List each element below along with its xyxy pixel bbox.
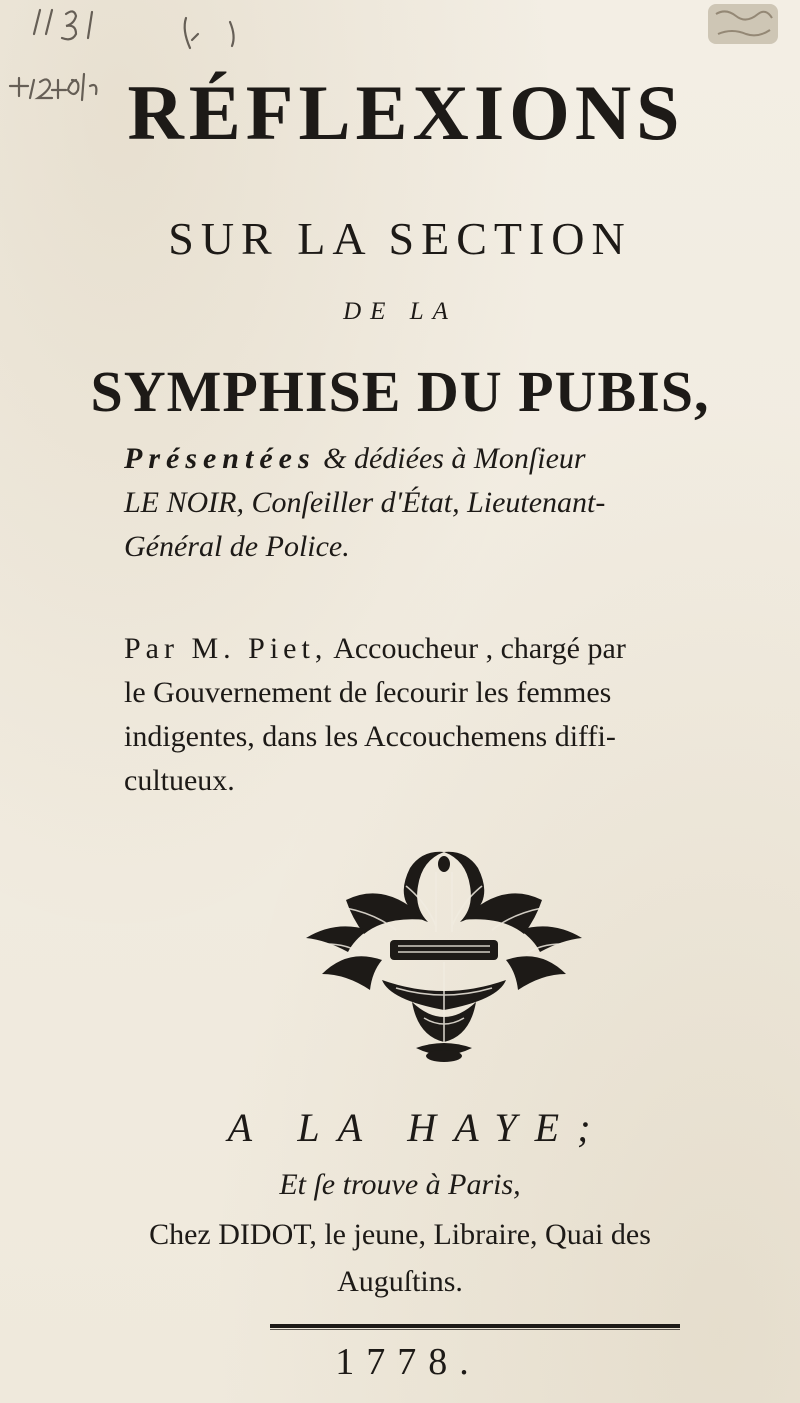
connector-text: DE LA <box>343 298 457 325</box>
floral-vignette-icon <box>286 842 602 1070</box>
author-line4: cultueux. <box>124 764 235 797</box>
author-block <box>124 627 784 803</box>
dedication-lead: Présentées <box>124 442 316 475</box>
imprint-place: A LA HAYE; <box>227 1105 609 1150</box>
horizontal-rule <box>270 1324 680 1331</box>
dedication-line3: Général de Police. <box>124 530 350 563</box>
author-lead: Par M. Piet, <box>124 632 328 665</box>
author-line3: indigentes, dans les Accouchemens diffi- <box>124 720 616 753</box>
dedication-block <box>124 437 784 569</box>
publisher-line1: Chez DIDOT, le jeune, Libraire, Quai des <box>149 1218 651 1251</box>
dedication-line2: LE NOIR, Conſeiller d'État, Lieutenant- <box>124 486 606 519</box>
dedication-line1: & dédiées à Monſieur <box>315 442 586 475</box>
author-line2: le Gouvernement de ſecourir les femmes <box>124 676 612 709</box>
publication-year: 1778. <box>335 1341 481 1383</box>
subtitle: SUR LA SECTION <box>168 213 632 264</box>
sold-at-line: Et ſe trouve à Paris, <box>279 1168 521 1201</box>
page-title: RÉFLEXIONS <box>127 69 685 156</box>
author-line1: Accoucheur , chargé par <box>327 632 626 665</box>
publisher-line2: Auguſtins. <box>337 1265 463 1298</box>
subject-heading: SYMPHISE DU PUBIS, <box>90 359 710 424</box>
